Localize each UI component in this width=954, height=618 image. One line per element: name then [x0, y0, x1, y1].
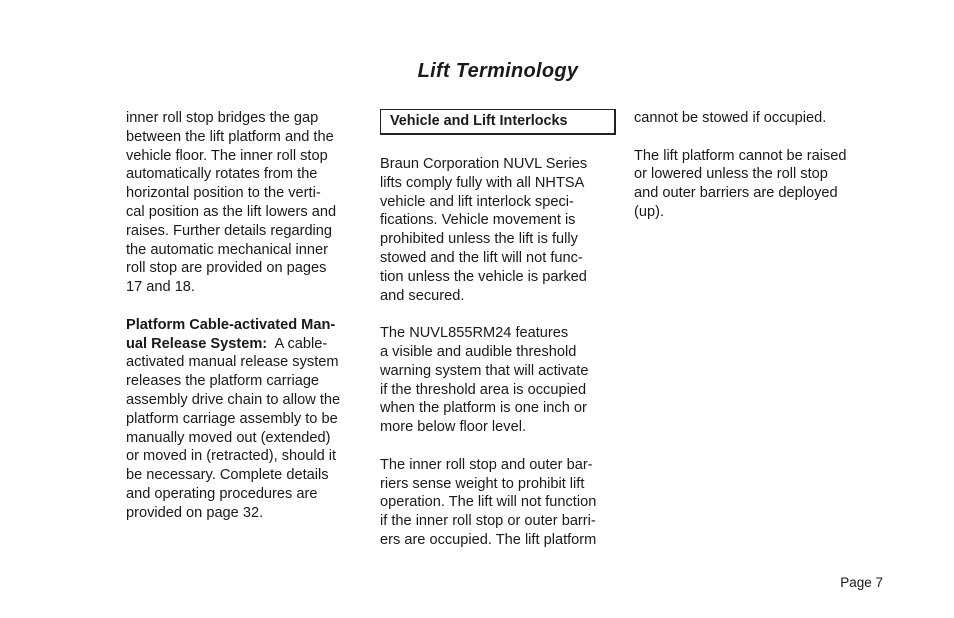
text-line: vehicle and lift interlock speci-: [380, 193, 574, 210]
text-line: tion unless the vehicle is parked: [380, 268, 587, 285]
text-line: prohibited unless the lift is fully: [380, 231, 578, 248]
paragraph-threshold: [380, 324, 616, 437]
text-line: inner roll stop bridges the gap: [126, 110, 319, 126]
text-line: automatically rotates from the: [126, 166, 318, 183]
text-line: platform carriage assembly to be: [126, 410, 338, 427]
text-line: a visible and audible threshold: [380, 343, 577, 360]
column-right: [634, 109, 874, 222]
text-line: and operating procedures are: [126, 485, 318, 502]
text-line: releases the platform carriage: [126, 373, 320, 390]
section-heading-interlocks: Vehicle and Lift Interlocks: [380, 109, 616, 135]
column-middle: [380, 109, 616, 550]
manual-release-heading: Platform Cable-activated Man-: [126, 316, 336, 333]
page-title: Lift Terminology: [417, 60, 579, 82]
text-line: fications. Vehicle movement is: [380, 212, 576, 229]
text-line: activated manual release system: [126, 354, 339, 371]
text-line: manually moved out (extended): [126, 429, 331, 446]
text-line: The inner roll stop and outer bar-: [380, 456, 593, 473]
text-line: lifts comply fully with all NHTSA: [380, 174, 585, 191]
text-line: when the platform is one inch or: [380, 400, 587, 417]
text-line: between the lift platform and the: [126, 128, 334, 145]
paragraph-weight-sense: [380, 456, 616, 550]
paragraph-nhtsa: [380, 155, 616, 305]
page-number: Page 7: [840, 575, 883, 590]
paragraph-manual-release: [126, 316, 358, 523]
text-line: (up).: [634, 203, 665, 220]
text-line: the automatic mechanical inner: [126, 241, 328, 258]
manual-release-heading: ual Release System:: [126, 335, 268, 352]
text-line: be necessary. Complete details: [126, 467, 329, 484]
text-line: assembly drive chain to allow the: [126, 391, 341, 408]
text-line: cannot be stowed if occupied.: [634, 110, 827, 126]
text-line: roll stop are provided on pages: [126, 260, 327, 277]
text-line: or moved in (retracted), should it: [126, 448, 337, 465]
text-line: or lowered unless the roll stop: [634, 166, 828, 183]
text-line: provided on page 32.: [126, 504, 264, 521]
text-line: if the inner roll stop or outer barri-: [380, 513, 596, 530]
text-line: riers sense weight to prohibit lift: [380, 475, 585, 492]
text-line: raises. Further details regarding: [126, 222, 333, 239]
text-line: if the threshold area is occupied: [380, 381, 587, 398]
text-line: warning system that will activate: [380, 362, 589, 379]
paragraph-inner-roll-stop: [126, 109, 358, 297]
text-line: The lift platform cannot be raised: [634, 147, 847, 164]
text-line: horizontal position to the verti-: [126, 185, 321, 202]
text-line: ers are occupied. The lift platform: [380, 531, 597, 548]
paragraph-platform-raise: [634, 147, 874, 222]
text-line: more below floor level.: [380, 419, 527, 436]
text-line: Braun Corporation NUVL Series: [380, 156, 588, 172]
text-line: and outer barriers are deployed: [634, 185, 838, 202]
text-fragment: A cable-: [267, 335, 328, 352]
text-line: cal position as the lift lowers and: [126, 203, 337, 220]
column-left: [126, 109, 358, 523]
paragraph-continued: [634, 109, 874, 128]
text-line: vehicle floor. The inner roll stop: [126, 147, 328, 164]
text-line: 17 and 18.: [126, 279, 195, 296]
text-line: The NUVL855RM24 features: [380, 325, 569, 342]
text-line: operation. The lift will not function: [380, 494, 597, 511]
text-line: [126, 335, 358, 354]
text-line: stowed and the lift will not func-: [380, 249, 583, 266]
text-line: and secured.: [380, 287, 465, 304]
